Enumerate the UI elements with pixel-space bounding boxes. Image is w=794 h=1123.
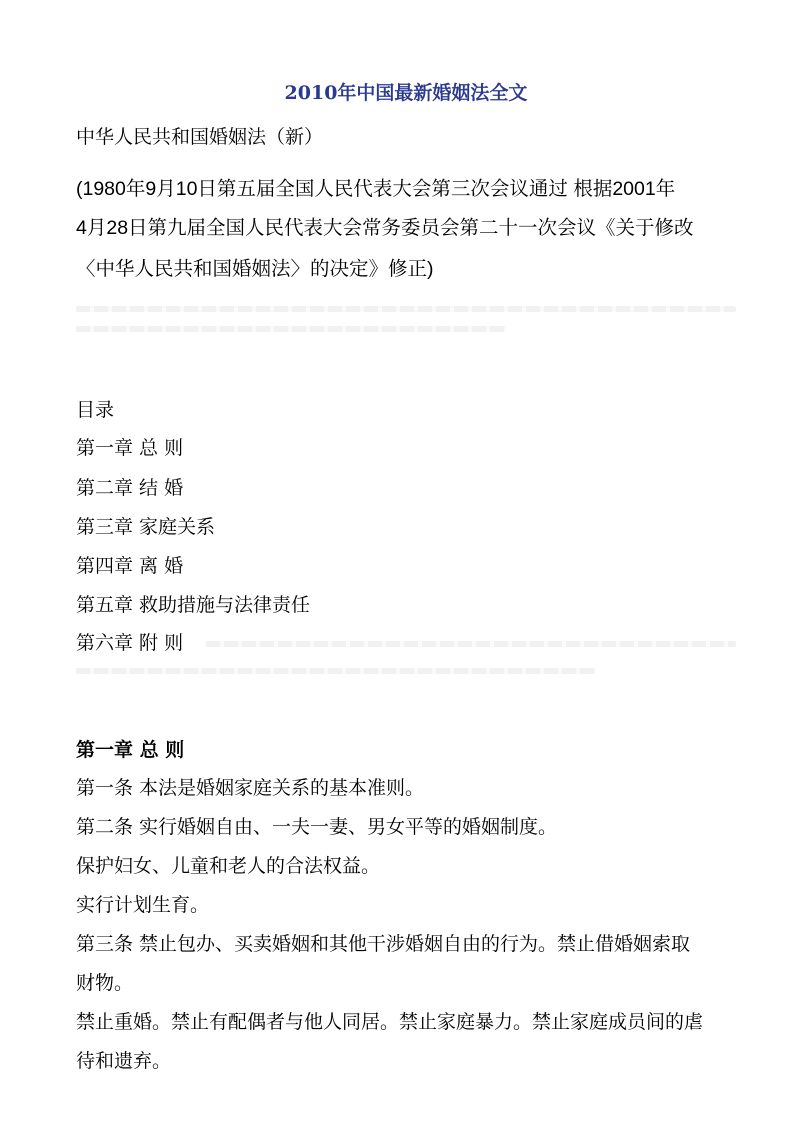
document-title: 2010年中国最新婚姻法全文 (284, 82, 528, 104)
article-line: 第二条 实行婚姻自由、一夫一妻、男女平等的婚姻制度。 (76, 816, 558, 838)
article-line: 第一条 本法是婚姻家庭关系的基本准则。 (76, 777, 425, 799)
toc-item: 第二章 结 婚 (76, 477, 184, 499)
chapter-1-heading: 第一章 总 则 (76, 739, 185, 761)
faint-watermark-line (76, 668, 596, 674)
document-subtitle: 中华人民共和国婚姻法（新） (76, 126, 324, 148)
faint-watermark-line (206, 641, 736, 647)
faint-watermark-line (76, 326, 506, 332)
faint-watermark-line (76, 306, 736, 312)
article-line: 待和遗弃。 (76, 1050, 172, 1072)
toc-item: 第三章 家庭关系 (76, 516, 216, 538)
toc-item: 第五章 救助措施与法律责任 (76, 594, 311, 616)
preamble-line-1: (1980年9月10日第五届全国人民代表大会第三次会议通过 根据2001年 (76, 178, 676, 200)
article-line: 实行计划生育。 (76, 894, 210, 916)
article-line: 财物。 (76, 972, 134, 994)
toc-heading: 目录 (76, 399, 115, 421)
article-line: 保护妇女、儿童和老人的合法权益。 (76, 855, 381, 877)
toc-item: 第六章 附 则 (76, 632, 184, 654)
preamble-line-2: 4月28日第九届全国人民代表大会常务委员会第二十一次会议《关于修改 (76, 217, 694, 239)
preamble-line-3: 〈中华人民共和国婚姻法〉的决定》修正) (76, 258, 434, 280)
toc-item: 第一章 总 则 (76, 437, 184, 459)
toc-item: 第四章 离 婚 (76, 555, 184, 577)
article-line: 禁止重婚。禁止有配偶者与他人同居。禁止家庭暴力。禁止家庭成员间的虐 (76, 1011, 704, 1033)
article-line: 第三条 禁止包办、买卖婚姻和其他干涉婚姻自由的行为。禁止借婚姻索取 (76, 933, 691, 955)
